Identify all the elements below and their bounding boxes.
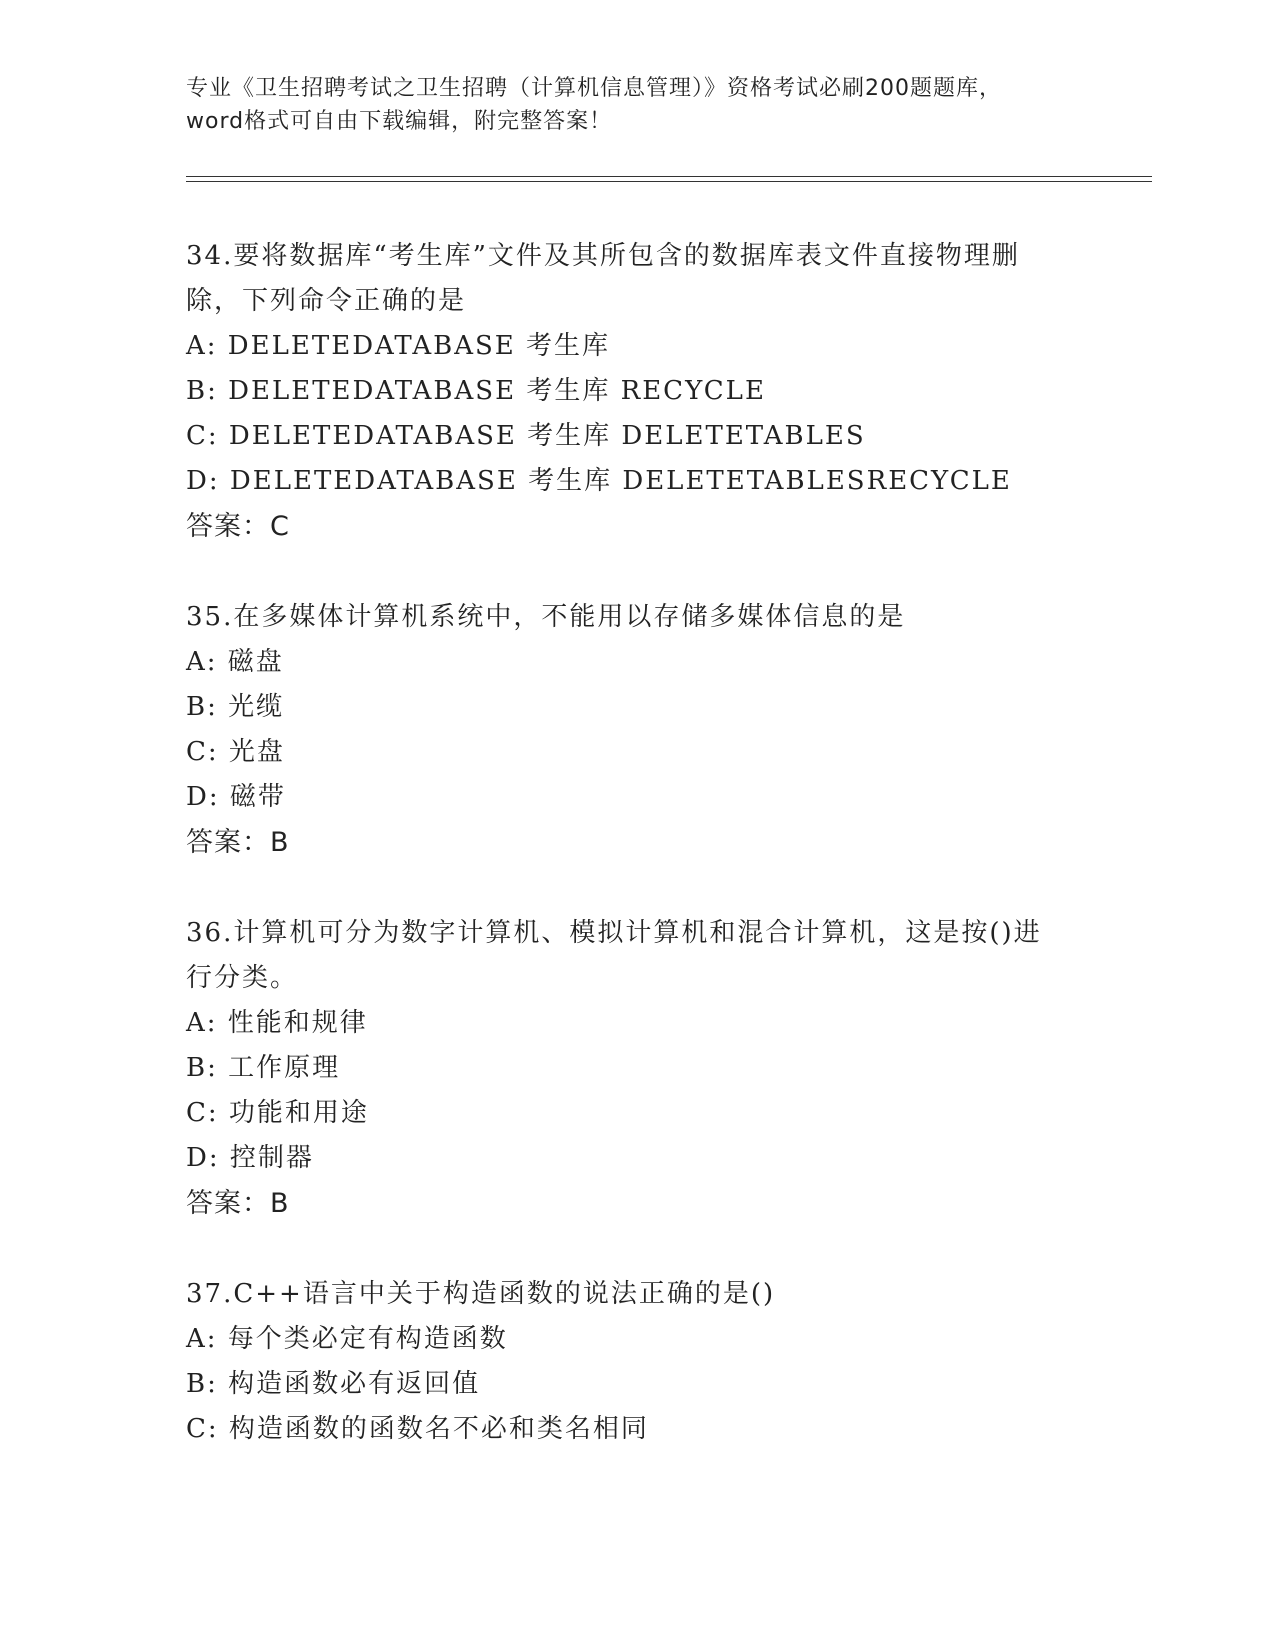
answer-line: 答案：C [186, 511, 290, 542]
option-d: D: 磁带 [186, 782, 286, 812]
option-c: C: DELETEDATABASE 考生库 DELETETABLES [186, 421, 866, 451]
question-stem [186, 1272, 1086, 1317]
question-stem-line: 34.要将数据库“考生库”文件及其所包含的数据库表文件直接物理删 [186, 241, 1020, 271]
header-divider [186, 176, 1152, 182]
option-c: C: 光盘 [186, 737, 285, 767]
question-34 [186, 234, 1086, 549]
answer-line: 答案：B [186, 827, 290, 858]
question-stem-line: 35.在多媒体计算机系统中，不能用以存储多媒体信息的是 [186, 602, 906, 632]
option-d: D: DELETEDATABASE 考生库 DELETETABLESRECYCLE [186, 466, 1012, 496]
option-a: A: 性能和规律 [186, 1008, 368, 1038]
document-header [186, 72, 1086, 138]
header-title-line-2: word格式可自由下载编辑，附完整答案！ [186, 109, 613, 134]
question-stem [186, 234, 1086, 324]
option-c: C: 功能和用途 [186, 1098, 369, 1128]
option-b: B: 工作原理 [186, 1053, 341, 1083]
question-37 [186, 1272, 1086, 1452]
option-b: B: 光缆 [186, 692, 285, 722]
question-stem-line: 行分类。 [186, 963, 299, 993]
question-stem-line: 37.C++语言中关于构造函数的说法正确的是() [186, 1279, 776, 1309]
option-b: B: DELETEDATABASE 考生库 RECYCLE [186, 376, 766, 406]
question-stem-line: 除，下列命令正确的是 [186, 286, 467, 316]
question-stem-line: 36.计算机可分为数字计算机、模拟计算机和混合计算机，这是按()进 [186, 918, 1042, 948]
option-b: B: 构造函数必有返回值 [186, 1369, 481, 1399]
question-stem [186, 595, 1086, 640]
answer-line: 答案：B [186, 1188, 290, 1219]
option-a: A: 每个类必定有构造函数 [186, 1324, 508, 1354]
question-36 [186, 911, 1086, 1226]
option-c: C: 构造函数的函数名不必和类名相同 [186, 1414, 649, 1444]
header-title-line-1: 专业《卫生招聘考试之卫生招聘（计算机信息管理）》资格考试必刷200题题库， [186, 76, 1002, 101]
option-a: A: DELETEDATABASE 考生库 [186, 331, 611, 361]
option-a: A: 磁盘 [186, 647, 284, 677]
question-35 [186, 595, 1086, 865]
option-d: D: 控制器 [186, 1143, 314, 1173]
question-list [186, 234, 1086, 1498]
question-stem [186, 911, 1086, 1001]
